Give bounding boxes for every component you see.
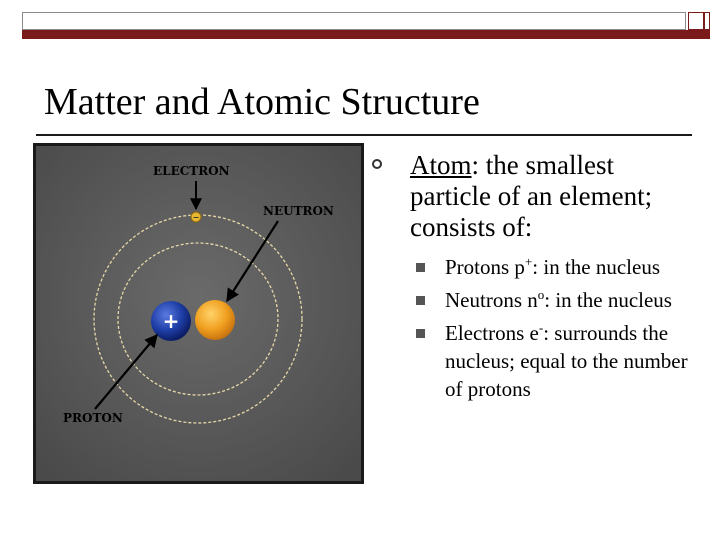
item-lead: Protons p — [445, 255, 525, 279]
atom-definition: : the smallest particle of an element; consists of: — [410, 150, 653, 242]
item-text: : surrounds the nucleus; equal to the number of protons — [445, 321, 688, 401]
bullet-content — [370, 150, 700, 408]
proton-charge-symbol: + — [162, 309, 180, 333]
header-corner-box — [688, 12, 704, 30]
item-text: : in the nucleus — [544, 288, 672, 312]
item-lead: Electrons e — [445, 321, 539, 345]
list-item-electrons — [370, 319, 700, 403]
square-bullet-icon — [416, 296, 425, 305]
atom-diagram — [33, 143, 364, 484]
electron-charge-symbol: − — [192, 213, 200, 222]
square-bullet-icon — [416, 263, 425, 272]
neutron-label: NEUTRON — [263, 204, 334, 218]
header-frame — [22, 12, 686, 30]
header-accent-stripe — [22, 30, 710, 39]
item-lead: Neutrons n — [445, 288, 538, 312]
atom-term: Atom — [410, 150, 472, 180]
item-superscript: + — [524, 254, 533, 269]
particle-list — [370, 253, 700, 403]
item-superscript: - — [538, 320, 544, 335]
square-bullet-icon — [416, 329, 425, 338]
neutron-particle — [195, 300, 235, 340]
main-bullet — [370, 150, 700, 243]
slide-title: Matter and Atomic Structure — [44, 81, 480, 123]
electron-label: ELECTRON — [153, 164, 230, 178]
title-underline — [36, 134, 692, 136]
hollow-circle-bullet-icon — [372, 159, 382, 169]
list-item-protons — [370, 253, 700, 281]
item-superscript: o — [537, 287, 545, 302]
list-item-neutrons — [370, 286, 700, 314]
header-corner-box-small — [704, 12, 710, 30]
item-text: : in the nucleus — [532, 255, 661, 279]
slide-header-bar — [0, 0, 720, 42]
proton-label: PROTON — [63, 411, 123, 425]
